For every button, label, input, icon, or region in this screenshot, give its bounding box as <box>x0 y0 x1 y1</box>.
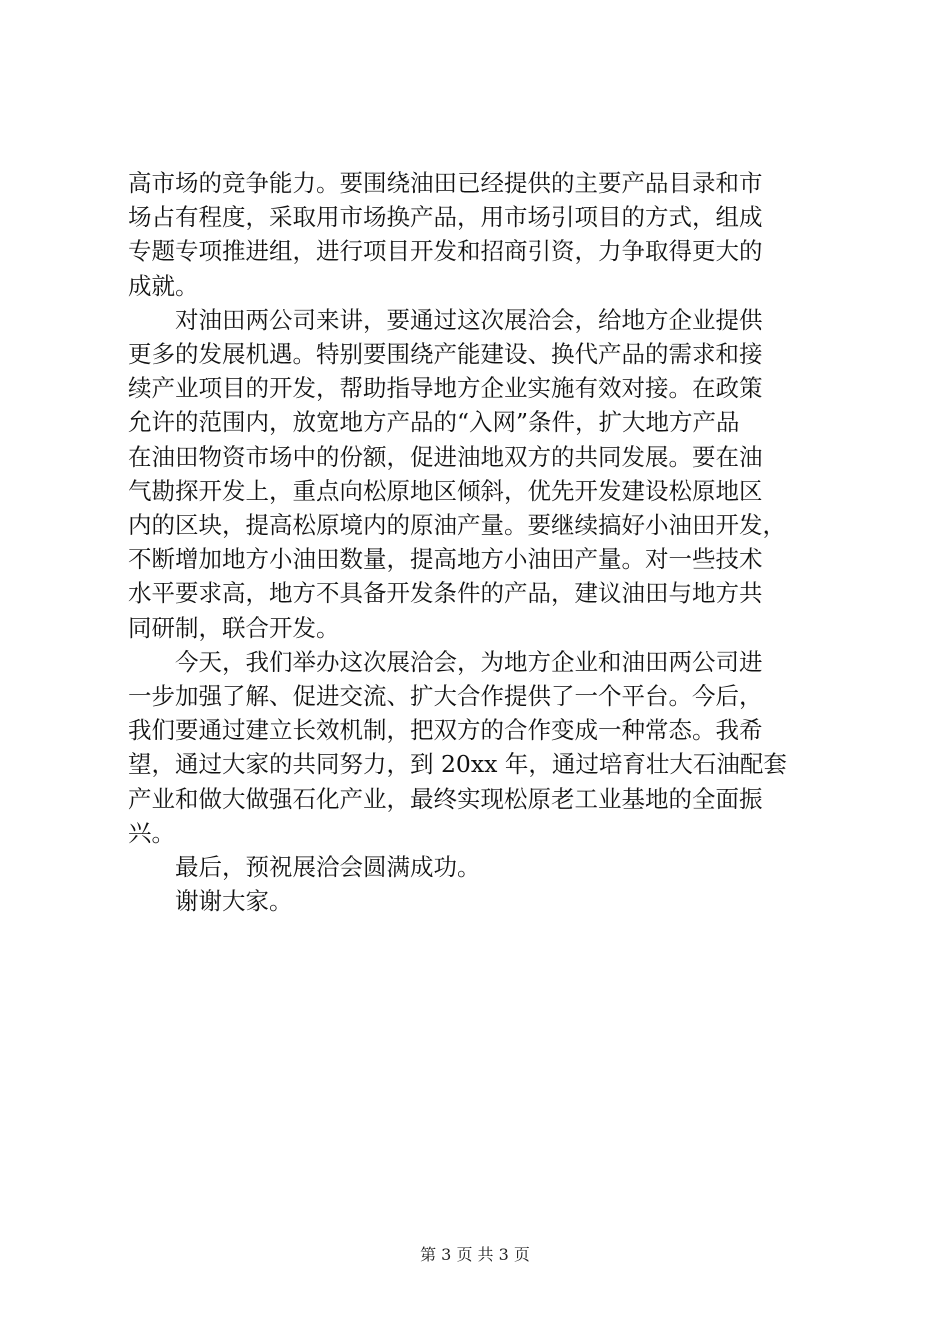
text-line: 同研制，联合开发。 <box>128 613 340 642</box>
text-line: 内的区块，提高松原境内的原油产量。要继续搞好小油田开发， <box>128 511 786 539</box>
text-line: 不断增加地方小油田数量，提高地方小油田产量。对一些技术 <box>128 545 763 574</box>
text-line: 我们要通过建立长效机制，把双方的合作变成一种常态。我希 <box>128 716 763 745</box>
text-line: 成就。 <box>128 271 199 300</box>
text-line: 最后，预祝展洽会圆满成功。 <box>128 853 481 881</box>
text-line: 更多的发展机遇。特别要围绕产能建设、换代产品的需求和接 <box>128 340 763 368</box>
text-line: 专题专项推进组，进行项目开发和招商引资，力争取得更大的 <box>128 237 763 266</box>
text-line: 在油田物资市场中的份额，促进油地双方的共同发展。要在油 <box>128 442 763 471</box>
text-line: 气勘探开发上，重点向松原地区倾斜，优先开发建设松原地区 <box>128 476 763 505</box>
text-line: 产业和做大做强石化产业，最终实现松原老工业基地的全面振 <box>128 784 763 813</box>
text-line: 允许的范围内，放宽地方产品的“入网”条件，扩大地方产品 <box>128 408 740 437</box>
text-line: 水平要求高，地方不具备开发条件的产品，建议油田与地方共 <box>128 579 763 608</box>
page-footer: 第 3 页 共 3 页 <box>420 1245 530 1264</box>
text-line: 谢谢大家。 <box>128 887 293 916</box>
text-line: 高市场的竞争能力。要围绕油田已经提供的主要产品目录和市 <box>128 169 763 197</box>
text-line: 今天，我们举办这次展洽会，为地方企业和油田两公司进 <box>128 647 763 676</box>
text-line: 续产业项目的开发，帮助指导地方企业实施有效对接。在政策 <box>128 374 763 403</box>
text-line: 场占有程度，采取用市场换产品，用市场引项目的方式，组成 <box>128 203 763 232</box>
text-line: 兴。 <box>128 818 175 847</box>
text-line: 对油田两公司来讲，要通过这次展洽会，给地方企业提供 <box>128 305 763 334</box>
text-line: 一步加强了解、促进交流、扩大合作提供了一个平台。今后， <box>128 682 763 710</box>
text-line: 望，通过大家的共同努力，到 20xx 年，通过培育壮大石油配套 <box>128 750 787 779</box>
